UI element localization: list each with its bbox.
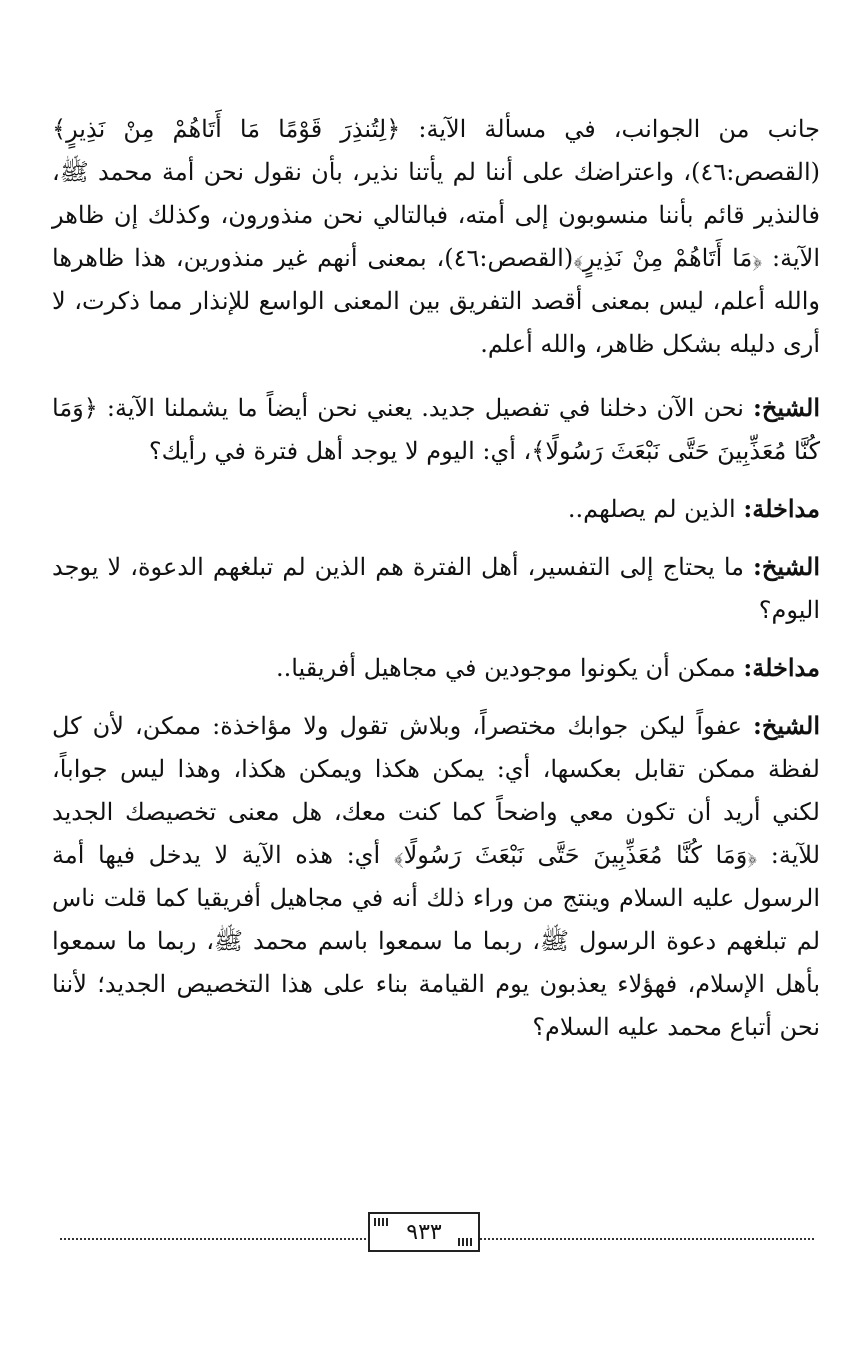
paragraph-1 xyxy=(52,108,820,366)
paragraph-2-text: نحن الآن دخلنا في تفصيل جديد. يعني نحن أيضاً ما يشملنا الآية: ﴿وَمَا كُنَّا مُعَذِّبِينَ حَتَّى نَبْعَثَ رَسُولًا﴾، أي: اليوم لا يوجد أهل فترة في رأيك؟ xyxy=(52,394,820,465)
page-number: ٩٣٣ xyxy=(406,1219,442,1245)
paragraph-6 xyxy=(52,704,820,1049)
paragraph-3-text: الذين لم يصلهم.. xyxy=(567,495,736,523)
paragraph-2 xyxy=(52,386,820,473)
paragraph-5-text: ممكن أن يكونوا موجودين في مجاهيل أفريقيا.. xyxy=(275,654,736,682)
speaker-label: مداخلة: xyxy=(743,494,820,523)
paragraph-3 xyxy=(52,487,820,531)
page-number-ornament xyxy=(368,1212,480,1252)
paragraph-5 xyxy=(52,646,820,690)
paragraph-4 xyxy=(52,545,820,632)
paragraph-4-text: ما يحتاج إلى التفسير، أهل الفترة هم الذين لم تبلغهم الدعوة، لا يوجد اليوم؟ xyxy=(52,553,820,624)
speaker-label: مداخلة: xyxy=(743,653,820,682)
speaker-label: الشيخ: xyxy=(753,552,820,581)
page-footer xyxy=(60,1212,814,1256)
speaker-label: الشيخ: xyxy=(753,393,821,422)
speaker-label: الشيخ: xyxy=(753,711,820,740)
page-text xyxy=(52,108,820,1049)
paragraph-6-text: عفواً ليكن جوابك مختصراً، وبلاش تقول ولا مؤاخذة: ممكن، لأن كل لفظة ممكن تقابل بعكسها، أي: يمكن هكذا ويمكن هكذا، وهذا ليس جواباً، لكني أريد أن تكون معي واضحاً كما كنت معك، هل معنى تخصيصك الجديد للآية: ﴿وَمَا كُنَّا مُعَذِّبِينَ حَتَّى نَبْعَثَ رَسُولًا﴾ أي: هذه الآية لا يدخل فيها أمة الرسول عليه السلام وينتج من وراء ذلك أنه في مجاهيل أفريقيا كما قلت ناس لم تبلغهم دعوة الرسول ﷺ، ربما ما سمعوا باسم محمد ﷺ، ربما ما سمعوا بأهل الإسلام، فهؤلاء يعذبون يوم القيامة بناء على هذا التخصيص الجديد؛ لأننا نحن أتباع محمد عليه السلام؟ xyxy=(52,712,821,1041)
paragraph-1-text: جانب من الجوانب، في مسألة الآية: ﴿لِتُنذِرَ قَوْمًا مَا أَتَاهُمْ مِنْ نَذِيرٍ﴾(القصص:٤٦)، واعتراضك على أننا لم يأتنا نذير، بأن نقول نحن أمة محمد ﷺ، فالنذير قائم بأننا منسوبون إلى أمته، فبالتالي نحن منذورون، وكذلك إن ظاهر الآية: ﴿مَا أَتَاهُمْ مِنْ نَذِيرٍ﴾(القصص:٤٦)، بمعنى أنهم غير منذورين، هذا ظاهرها والله أعلم، ليس بمعنى أقصد التفريق بين المعنى الواسع للإنذار مما ذكرت، لا أرى دليله بشكل ظاهر، والله أعلم. xyxy=(52,115,820,358)
